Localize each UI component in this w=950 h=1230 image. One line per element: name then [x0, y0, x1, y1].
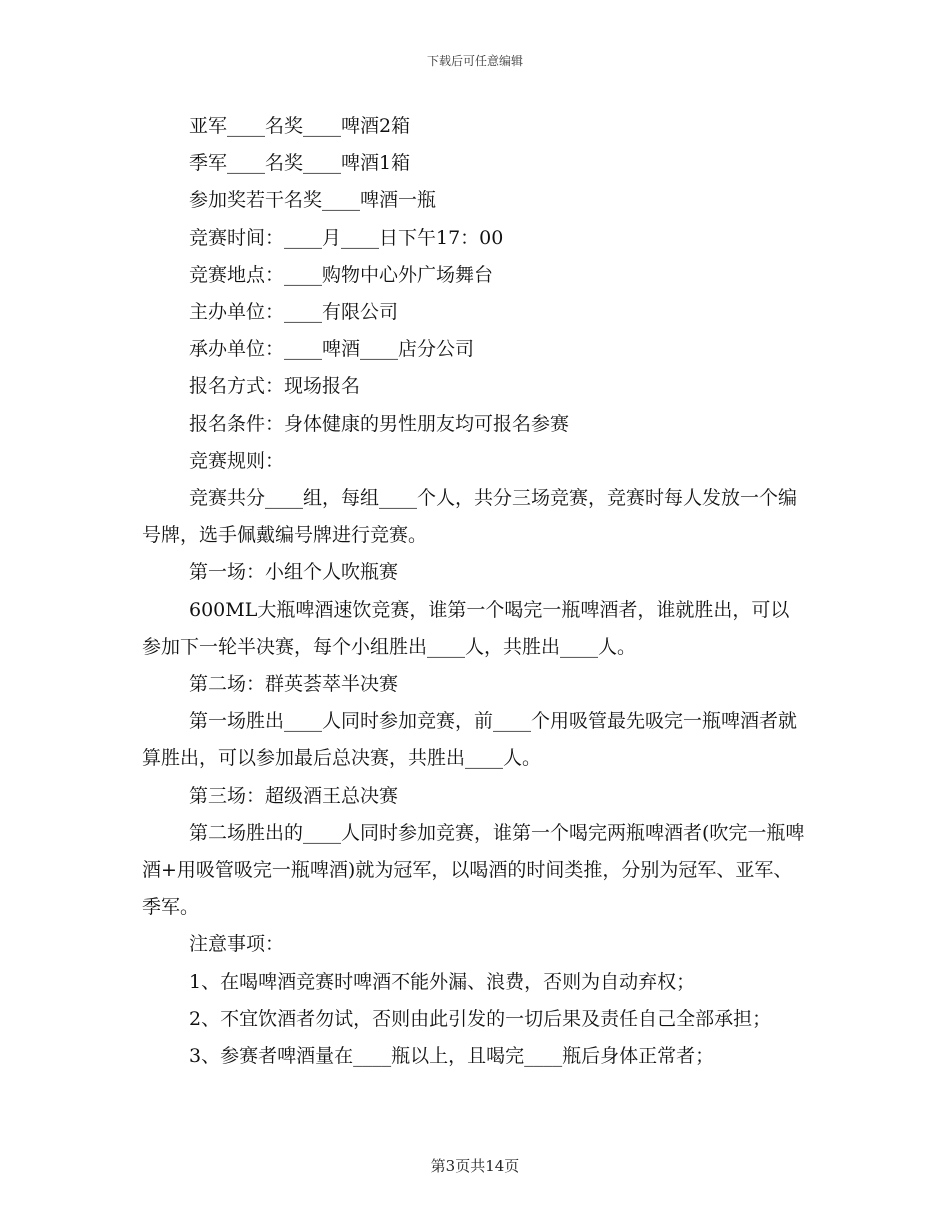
- list-item: 2、不宜饮酒者勿试，否则由此引发的一切后果及责任自己全部承担；: [189, 1007, 772, 1030]
- section-heading: 第一场：小组个人吹瓶赛: [189, 561, 399, 584]
- section-heading: 第三场：超级酒王总决赛: [189, 784, 399, 807]
- paragraph: 600ML大瓶啤酒速饮竞赛，谁第一个喝完一瓶啤酒者，谁就胜出，可以参加下一轮半决赛，每个小组胜出____人，共胜出____人。: [142, 598, 790, 658]
- paragraph: 亚军____名奖____啤酒2箱: [189, 115, 411, 137]
- paragraph: 竞赛地点：____购物中心外广场舞台: [189, 263, 494, 286]
- paragraph: 竞赛时间：____月____日下午17：00: [189, 226, 504, 249]
- paragraph: 竞赛共分____组，每组____个人，共分三场竞赛，竞赛时每人发放一个编号牌，选手佩戴编号牌进行竞赛。: [142, 487, 798, 547]
- document-body: [142, 108, 807, 1075]
- paragraph: 第一场胜出____人同时参加竞赛，前____个用吸管最先吸完一瓶啤酒者就算胜出，可以参加最后总决赛，共胜出____人。: [142, 710, 798, 770]
- section-heading: 竞赛规则：: [189, 449, 285, 472]
- list-item: 3、参赛者啤酒量在____瓶以上，且喝完____瓶后身体正常者；: [189, 1045, 715, 1068]
- paragraph: 报名条件：身体健康的男性朋友均可报名参赛: [189, 412, 570, 435]
- page-header-note: 下载后可任意编辑: [426, 54, 523, 68]
- list-item: 1、在喝啤酒竞赛时啤酒不能外漏、浪费，否则为自动弃权；: [189, 970, 696, 993]
- paragraph: 第二场胜出的____人同时参加竞赛，谁第一个喝完两瓶啤酒者(吹完一瓶啤酒+用吸管吸完一瓶啤酒)就为冠军，以喝酒的时间类推，分别为冠军、亚军、季军。: [142, 821, 805, 919]
- paragraph: 参加奖若干名奖____啤酒一瓶: [189, 189, 437, 212]
- paragraph: 季军____名奖____啤酒1箱: [189, 152, 411, 175]
- section-heading: 注意事项：: [189, 933, 285, 956]
- paragraph: 主办单位：____有限公司: [189, 301, 399, 324]
- paragraph: 报名方式：现场报名: [189, 375, 361, 398]
- section-heading: 第二场：群英荟萃半决赛: [189, 673, 399, 696]
- paragraph: 承办单位：____啤酒____店分公司: [189, 338, 475, 361]
- page-number: 第3页共14页: [430, 1157, 520, 1175]
